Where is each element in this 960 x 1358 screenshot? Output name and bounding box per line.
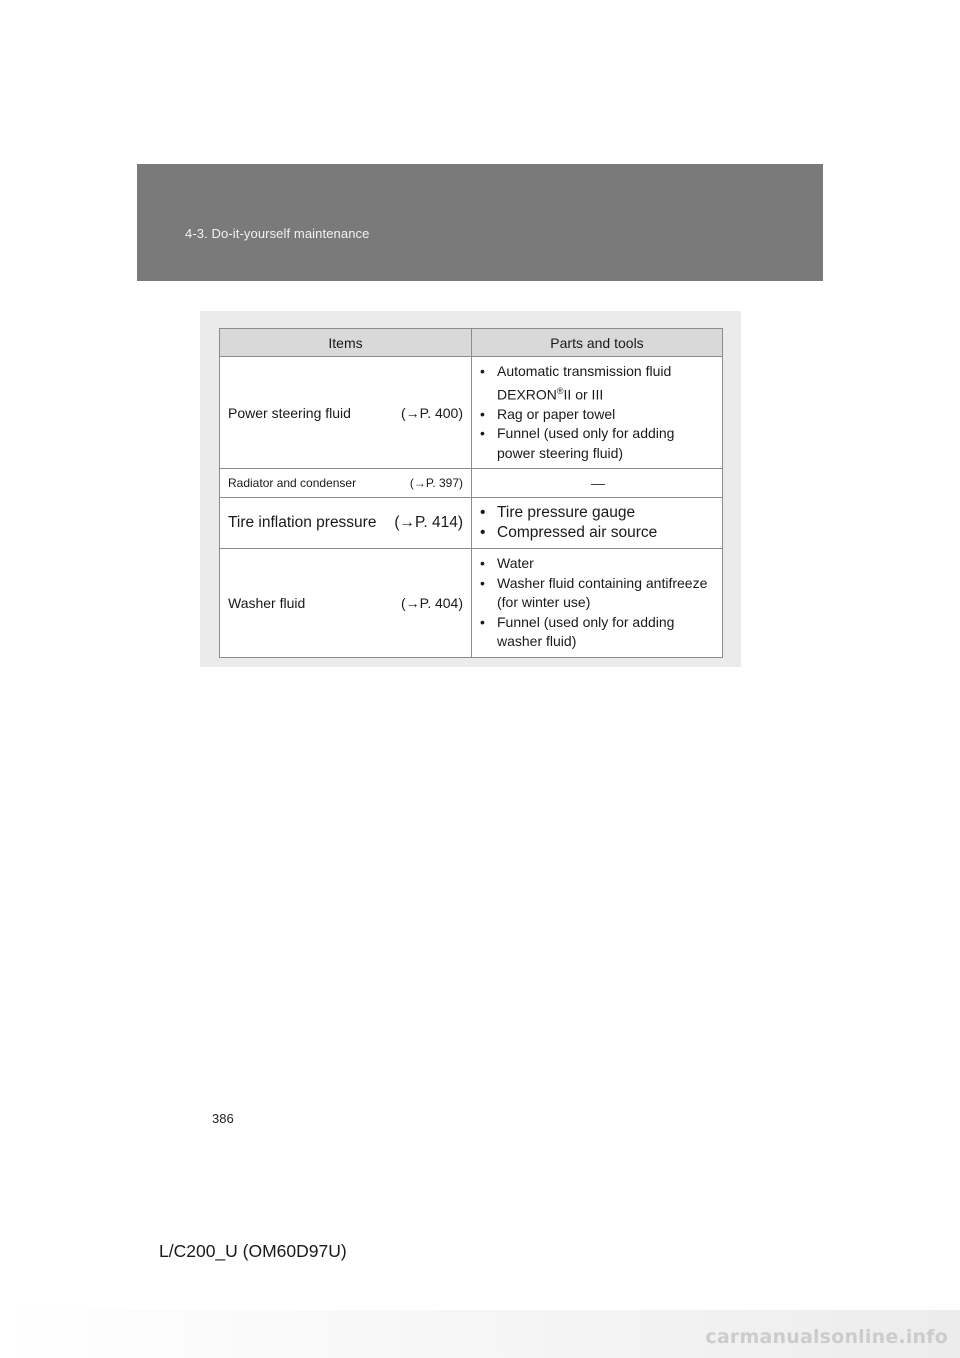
page-reference: (→P. 400) [401,404,463,421]
parts-cell-empty [472,469,723,498]
item-name: Power steering fluid [228,404,351,421]
item-cell [220,357,472,469]
parts-list [480,554,716,652]
list-item: • Tire pressure gauge [480,504,636,522]
registered-mark: ® [556,385,564,396]
page-reference: (→P. 397) [409,476,463,491]
bullet-icon: • [480,555,485,572]
empty-dash: — [591,475,605,492]
list-item: • Rag or paper towel [480,405,716,425]
watermark-text: carmanualsonline.info [705,1326,948,1348]
table-row [220,357,723,469]
header-band [137,164,823,281]
watermark-band [0,1310,960,1358]
table-row [220,549,723,658]
list-item: • Compressed air source [480,524,658,542]
bullet-icon: • [480,363,485,379]
item-name: Tire inflation pressure [228,514,377,532]
list-item: • Funnel (used only for adding washer fluid) [480,613,675,650]
bullet-icon: • [480,613,485,630]
item-cell [220,498,472,549]
product-name: DEXRON [497,386,557,403]
table-panel [200,311,741,667]
table-header-row [220,329,723,357]
bullet-icon: • [480,504,486,522]
parts-list [480,503,716,543]
column-header-parts: Parts and tools [472,329,723,357]
list-item-text: Automatic transmission fluid [497,363,672,379]
document-code: L/C200_U (OM60D97U) [159,1241,347,1261]
section-title: 4-3. Do-it-yourself maintenance [185,226,370,241]
product-grade: II or III [563,386,604,403]
list-item [480,362,716,405]
item-cell [220,469,472,498]
bullet-icon: • [480,425,485,442]
parts-list [480,362,716,463]
page-reference: (→P. 414) [394,514,463,532]
list-item: • Washer fluid containing antifreeze (for winter use) [480,574,708,611]
page-number: 386 [212,1111,234,1126]
item-name: Washer fluid [228,594,306,611]
page-reference: (→P. 404) [401,594,463,611]
bullet-icon: • [480,405,485,422]
parts-cell [472,357,723,469]
list-item: • Water [480,554,716,574]
parts-cell [472,549,723,658]
parts-cell [472,498,723,549]
item-cell [220,549,472,658]
maintenance-table [219,328,723,658]
table-row [220,469,723,498]
bullet-icon: • [480,574,485,591]
bullet-icon: • [480,524,486,542]
list-item: • Funnel (used only for adding power steering fluid) [480,425,675,461]
item-name: Radiator and condenser [228,476,357,491]
column-header-items: Items [220,329,472,357]
table-row [220,498,723,549]
